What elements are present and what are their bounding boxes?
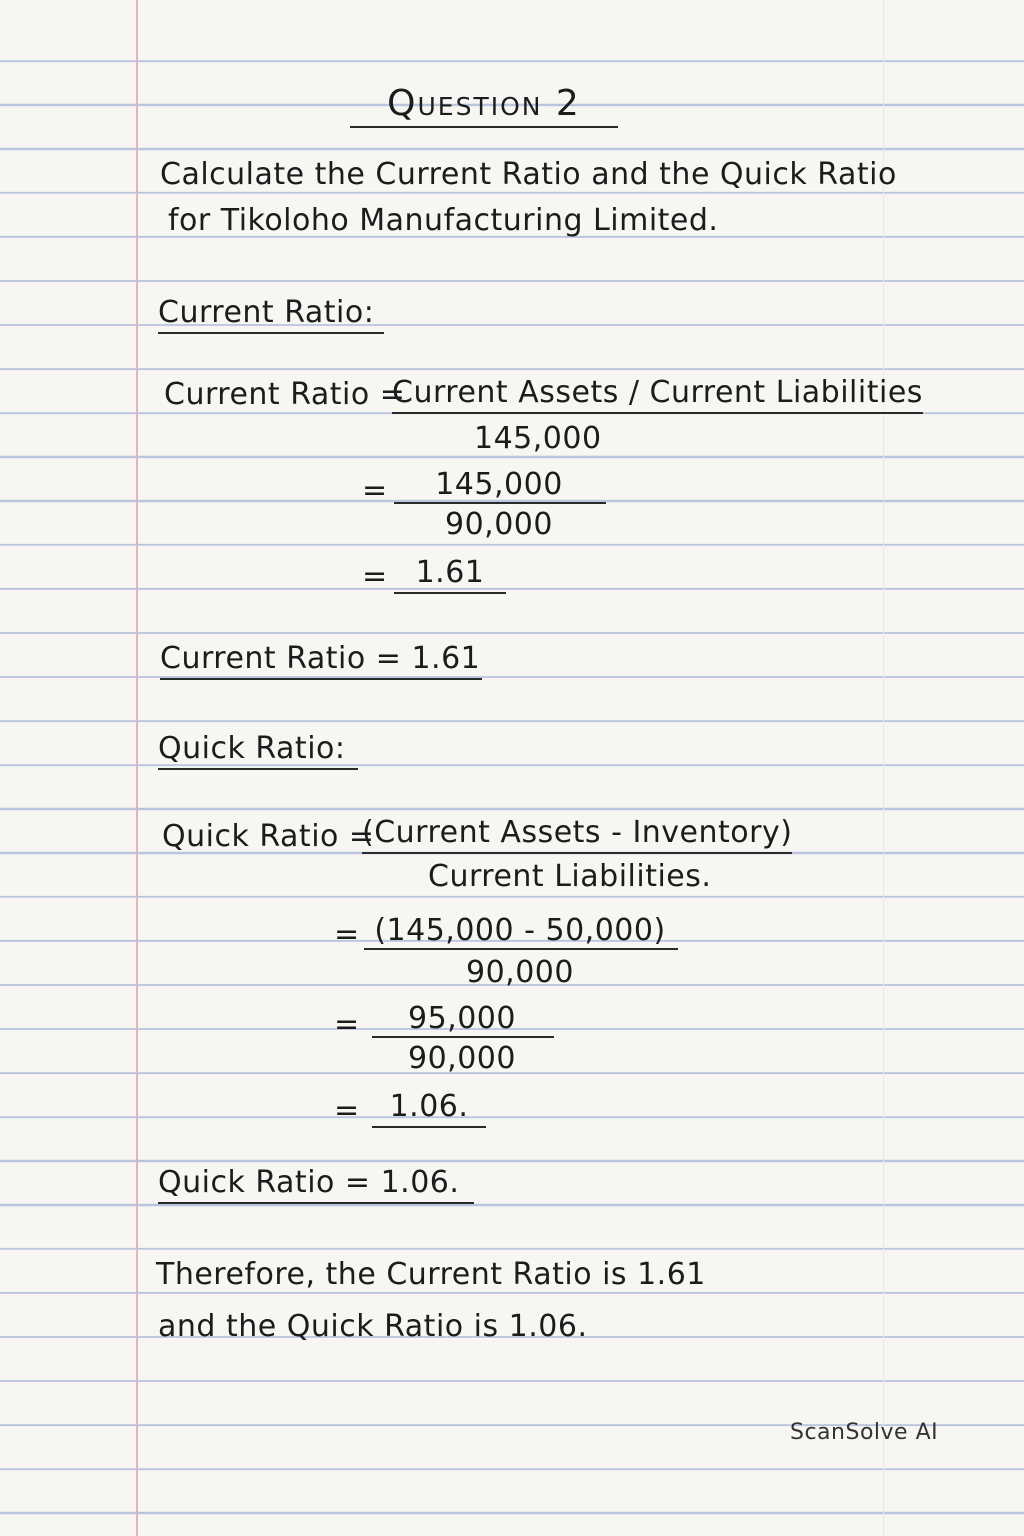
- quick-ratio-formula-denominator: Current Liabilities.: [428, 859, 712, 894]
- conclusion-line-1: Therefore, the Current Ratio is 1.61: [156, 1257, 706, 1292]
- current-ratio-step1-fraction-bar: [394, 502, 606, 504]
- current-ratio-formula-expression: Current Assets / Current Liabilities: [392, 378, 923, 414]
- quick-ratio-heading: Quick Ratio:: [158, 734, 358, 770]
- quick-ratio-step2-numerator: 95,000: [408, 1001, 516, 1036]
- current-ratio-step1-denominator: 90,000: [445, 507, 553, 542]
- current-ratio-step1-equals: =: [362, 473, 388, 508]
- watermark: ScanSolve AI: [790, 1420, 939, 1445]
- quick-ratio-step1-numerator: (145,000 - 50,000): [374, 913, 666, 948]
- quick-ratio-step3-equals: =: [334, 1093, 360, 1128]
- page-edge-line: [883, 0, 884, 1536]
- current-ratio-step1-numerator: 145,000: [435, 467, 563, 502]
- quick-ratio-step2-denominator: 90,000: [408, 1041, 516, 1076]
- current-ratio-formula-label: Current Ratio =: [164, 377, 406, 412]
- current-ratio-step2-equals: =: [362, 559, 388, 594]
- quick-ratio-step2-fraction-bar: [372, 1036, 554, 1038]
- margin-line: [136, 0, 138, 1536]
- quick-ratio-step1-fraction-bar: [364, 948, 678, 950]
- current-ratio-formula-value: 145,000: [474, 421, 602, 456]
- quick-ratio-answer: Quick Ratio = 1.06.: [158, 1168, 474, 1204]
- quick-ratio-step1-equals: =: [334, 917, 360, 952]
- quick-ratio-formula-numerator: (Current Assets - Inventory): [362, 818, 792, 854]
- current-ratio-heading: Current Ratio:: [158, 298, 384, 334]
- question-prompt-line-1: Calculate the Current Ratio and the Quick Ratio: [160, 157, 897, 192]
- question-prompt-line-2: for Tikoloho Manufacturing Limited.: [168, 203, 719, 238]
- quick-ratio-step2-equals: =: [334, 1007, 360, 1042]
- quick-ratio-formula-label: Quick Ratio =: [162, 819, 375, 854]
- current-ratio-step2-result: 1.61: [394, 558, 506, 594]
- quick-ratio-step3-result: 1.06.: [372, 1092, 486, 1128]
- current-ratio-answer: Current Ratio = 1.61: [160, 644, 482, 680]
- question-title: Question 2: [350, 86, 618, 128]
- quick-ratio-step1-denominator: 90,000: [466, 955, 574, 990]
- conclusion-line-2: and the Quick Ratio is 1.06.: [158, 1309, 588, 1344]
